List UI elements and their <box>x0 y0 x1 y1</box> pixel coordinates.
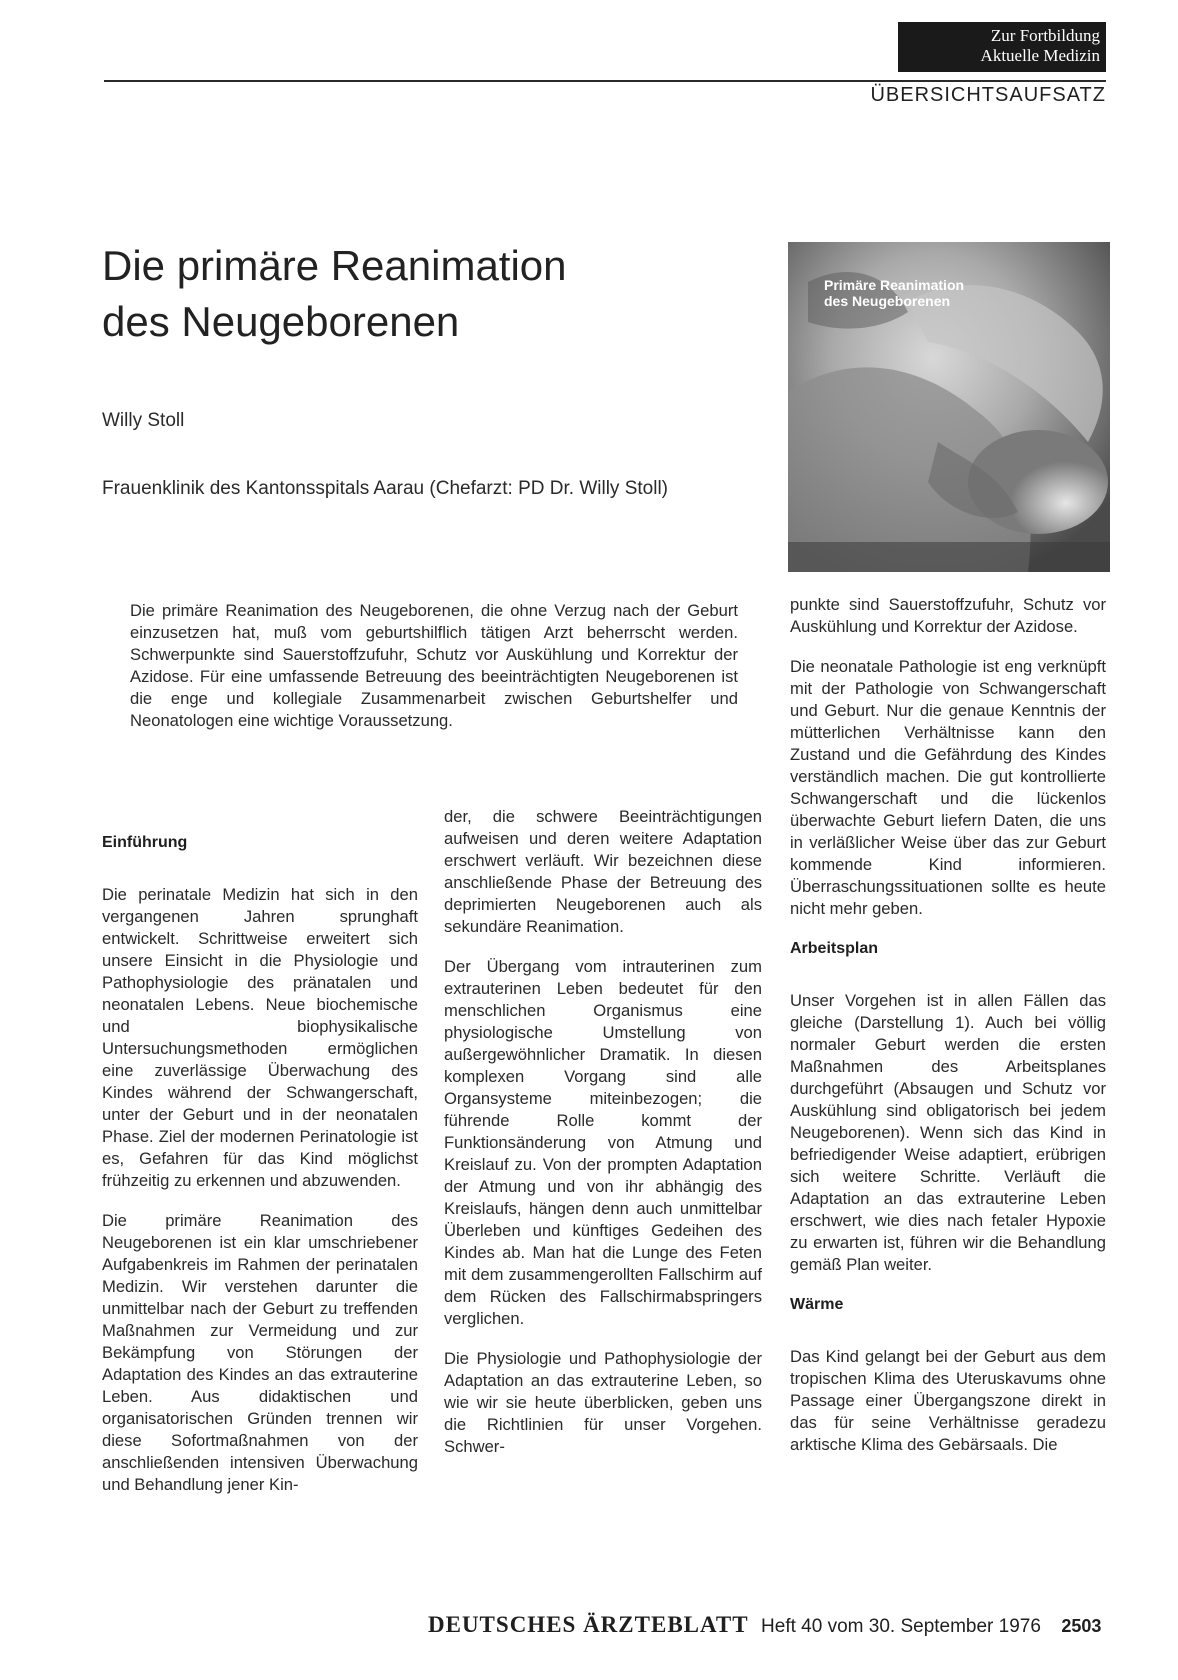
heading-waerme: Wärme <box>790 1296 844 1313</box>
affiliation: Frauenklinik des Kantonsspitals Aarau (Chefarzt: PD Dr. Willy Stoll) <box>102 478 668 499</box>
section-label: ÜBERSICHTSAUFSATZ <box>870 84 1106 106</box>
title-line-1: Die primäre Reanimation <box>102 242 567 289</box>
heading-arbeitsplan: Arbeitsplan <box>790 940 879 957</box>
journal-name: DEUTSCHES ÄRZTEBLATT <box>428 1612 749 1637</box>
abstract: Die primäre Reanimation des Neugeborenen, die ohne Verzug nach der Geburt einzusetzen hat, muß vom geburtshilflich tätigen Arzt beherrscht werden. Schwerpunkte sind Sauerstoffzufuhr, Schutz vor Auskühlung und Korrektur der Azidose. Für eine umfassende Betreuung des beeinträchtigten Neugeborenen ist die enge und kollegiale Zusammenarbeit zwischen Geburtshelfer und Neonatologen eine wichtige Voraussetzung. <box>130 601 738 730</box>
paragraph: Die perinatale Medizin hat sich in den vergangenen Jahren sprunghaft entwickelt. Schrittweise erweitert sich unsere Einsicht in die Physiologie und Pathophysiologie des pränatalen und neonatalen Lebens. Neue biochemische und biophysikalische Untersuchungsmethoden ermöglichen eine zuverlässige Überwachung des Kindes während der Schwangerschaft, unter der Geburt und in der neonatalen Phase. Ziel der modernen Perinatologie ist es, Gefahren für das Kind möglichst frühzeitig zu erkennen und abzuwenden. <box>102 885 418 1190</box>
body-column-2 <box>444 806 762 1476</box>
heading-einfuehrung: Einführung <box>102 834 188 851</box>
cover-caption-line-1: Primäre Reanimation <box>824 277 965 293</box>
section-kicker-box <box>898 22 1106 72</box>
page-footer <box>428 1612 1108 1638</box>
title-line-2: des Neugeborenen <box>102 298 460 345</box>
paragraph: Unser Vorgehen ist in allen Fällen das gleiche (Darstellung 1). Auch bei völlig normaler Geburt werden die ersten Maßnahmen des Arbeitsplanes durchgeführt (Absaugen und Schutz vor Auskühlung sind obligatorisch bei jedem Neugeborenen). Wenn sich das Kind in befriedigender Weise adaptiert, erübrigen sich weitere Schritte. Verläuft die Adaptation an das extrauterine Leben erschwert, wie dies nach fetaler Hypoxie zu erwarten ist, führen wir die Behandlung gemäß Plan weiter. <box>790 991 1106 1274</box>
cover-caption-line-2: des Neugeborenen <box>824 293 951 309</box>
paragraph: Die neonatale Pathologie ist eng verknüpft mit der Pathologie von Schwangerschaft und Geburt. Nur die genaue Kenntnis der mütterlichen Verhältnisse kann den Zustand und die Gefährdung des Kindes verständlich machen. Die gut kontrollierte Schwangerschaft und die lückenlos überwachte Geburt liefern Daten, die uns in verläßlicher Weise über das zur Geburt kommende Kind informieren. Überraschungssituationen sollte es heute nicht mehr geben. <box>790 657 1106 918</box>
body-column-3 <box>790 594 1106 1474</box>
paragraph: Die primäre Reanimation des Neugeborenen ist ein klar umschriebener Aufgabenkreis im Rahmen der perinatalen Medizin. Wir verstehen darunter die unmittelbar nach der Geburt zu treffenden Maßnahmen zur Vermeidung und zur Bekämpfung von Störungen der Adaptation des Kindes an das extrauterine Leben. Aus didaktischen und organisatorischen Gründen trennen wir diese Sofortmaßnahmen von der anschließenden intensiven Überwachung und Behandlung jener Kin- <box>102 1211 418 1494</box>
kicker-line-1: Zur Fortbildung <box>990 26 1100 45</box>
author: Willy Stoll <box>102 410 185 431</box>
paragraph: der, die schwere Beeinträchtigungen aufweisen und deren weitere Adaptation erschwert verläuft. Wir bezeichnen diese anschließende Phase der Betreuung des deprimierten Neugeborenen auch als sekundäre Reanimation. <box>444 807 762 936</box>
issue-info: Heft 40 vom 30. September 1976 <box>761 1616 1041 1637</box>
paragraph: punkte sind Sauerstoffzufuhr, Schutz vor Auskühlung und Korrektur der Azidose. <box>790 595 1106 636</box>
paragraph: Der Übergang vom intrauterinen zum extrauterinen Leben bedeutet für den menschlichen Organismus eine physiologische Umstellung von außergewöhnlicher Dramatik. In diesen komplexen Vorgang sind alle Organsysteme miteinbezogen; die führende Rolle kommt der Funktionsänderung von Atmung und Kreislauf zu. Von der prompten Adaptation der Atmung und von ihr abhängig des Kreislaufs, hängen denn auch unmittelbar Überleben und künftiges Gedeihen des Kindes ab. Man hat die Lunge des Feten mit dem zusammengerollten Fallschirm auf dem Rücken des Fallschirmabspringers verglichen. <box>444 957 762 1328</box>
article-title <box>102 238 567 350</box>
page-number: 2503 <box>1061 1616 1102 1636</box>
paragraph: Die Physiologie und Pathophysiologie der Adaptation an das extrauterine Leben, so wie wir sie heute überblicken, geben uns die Richtlinien für unser Vorgehen. Schwer- <box>444 1349 762 1456</box>
cover-image <box>788 242 1110 572</box>
kicker-line-2: Aktuelle Medizin <box>980 46 1100 65</box>
cover-photo <box>788 242 1110 572</box>
header-rule <box>104 80 1106 82</box>
paragraph: Das Kind gelangt bei der Geburt aus dem tropischen Klima des Uteruskavums ohne Passage einer Übergangszone direkt in das für seine Verhältnisse geradezu arktische Klima des Gebärsaals. Die <box>790 1347 1106 1454</box>
body-column-1 <box>102 832 418 1514</box>
